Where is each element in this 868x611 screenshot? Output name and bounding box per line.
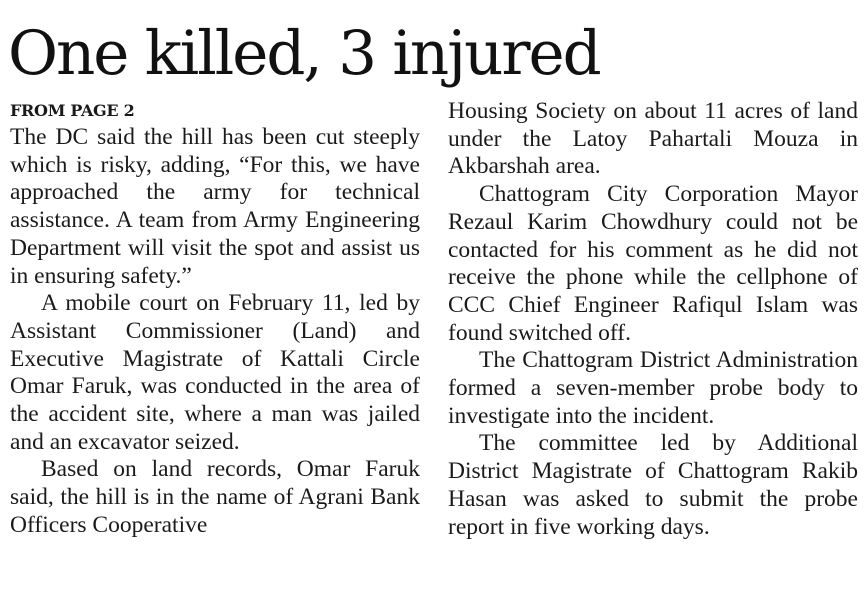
article-column-right — [448, 98, 858, 541]
paragraph: Housing Society on about 11 acres of land under the Latoy Pahartali Mouza in Akbarshah area. — [448, 98, 858, 180]
paragraph: The DC said the hill has been cut steeply which is risky, adding, “For this, we have approached the army for technical assistance. A team from Army Engineering Department will visit the spot and assist us in ensuring safety.” — [10, 124, 420, 289]
headline: One killed, 3 injured — [8, 18, 600, 89]
paragraph: Based on land records, Omar Faruk said, the hill is in the name of Agrani Bank Officers Cooperative — [10, 456, 420, 538]
paragraph: Chattogram City Corporation Mayor Rezaul Karim Chowdhury could not be contacted for his comment as he did not receive the phone while the cellphone of CCC Chief Engineer Rafiqul Islam was found switched off. — [448, 181, 858, 346]
paragraph: A mobile court on February 11, led by Assistant Commissioner (Land) and Executive Magistrate of Kattali Circle Omar Faruk, was conducted in the area of the accident site, where a man was jailed and an excavator seized. — [10, 290, 420, 455]
article-column-left — [10, 98, 420, 540]
paragraph: The committee led by Additional District Magistrate of Chattogram Rakib Hasan was asked to submit the probe report in five working days. — [448, 430, 858, 540]
paragraph: The Chattogram District Administration formed a seven-member probe body to investigate into the incident. — [448, 347, 858, 429]
continuation-label: FROM PAGE 2 — [10, 101, 135, 120]
